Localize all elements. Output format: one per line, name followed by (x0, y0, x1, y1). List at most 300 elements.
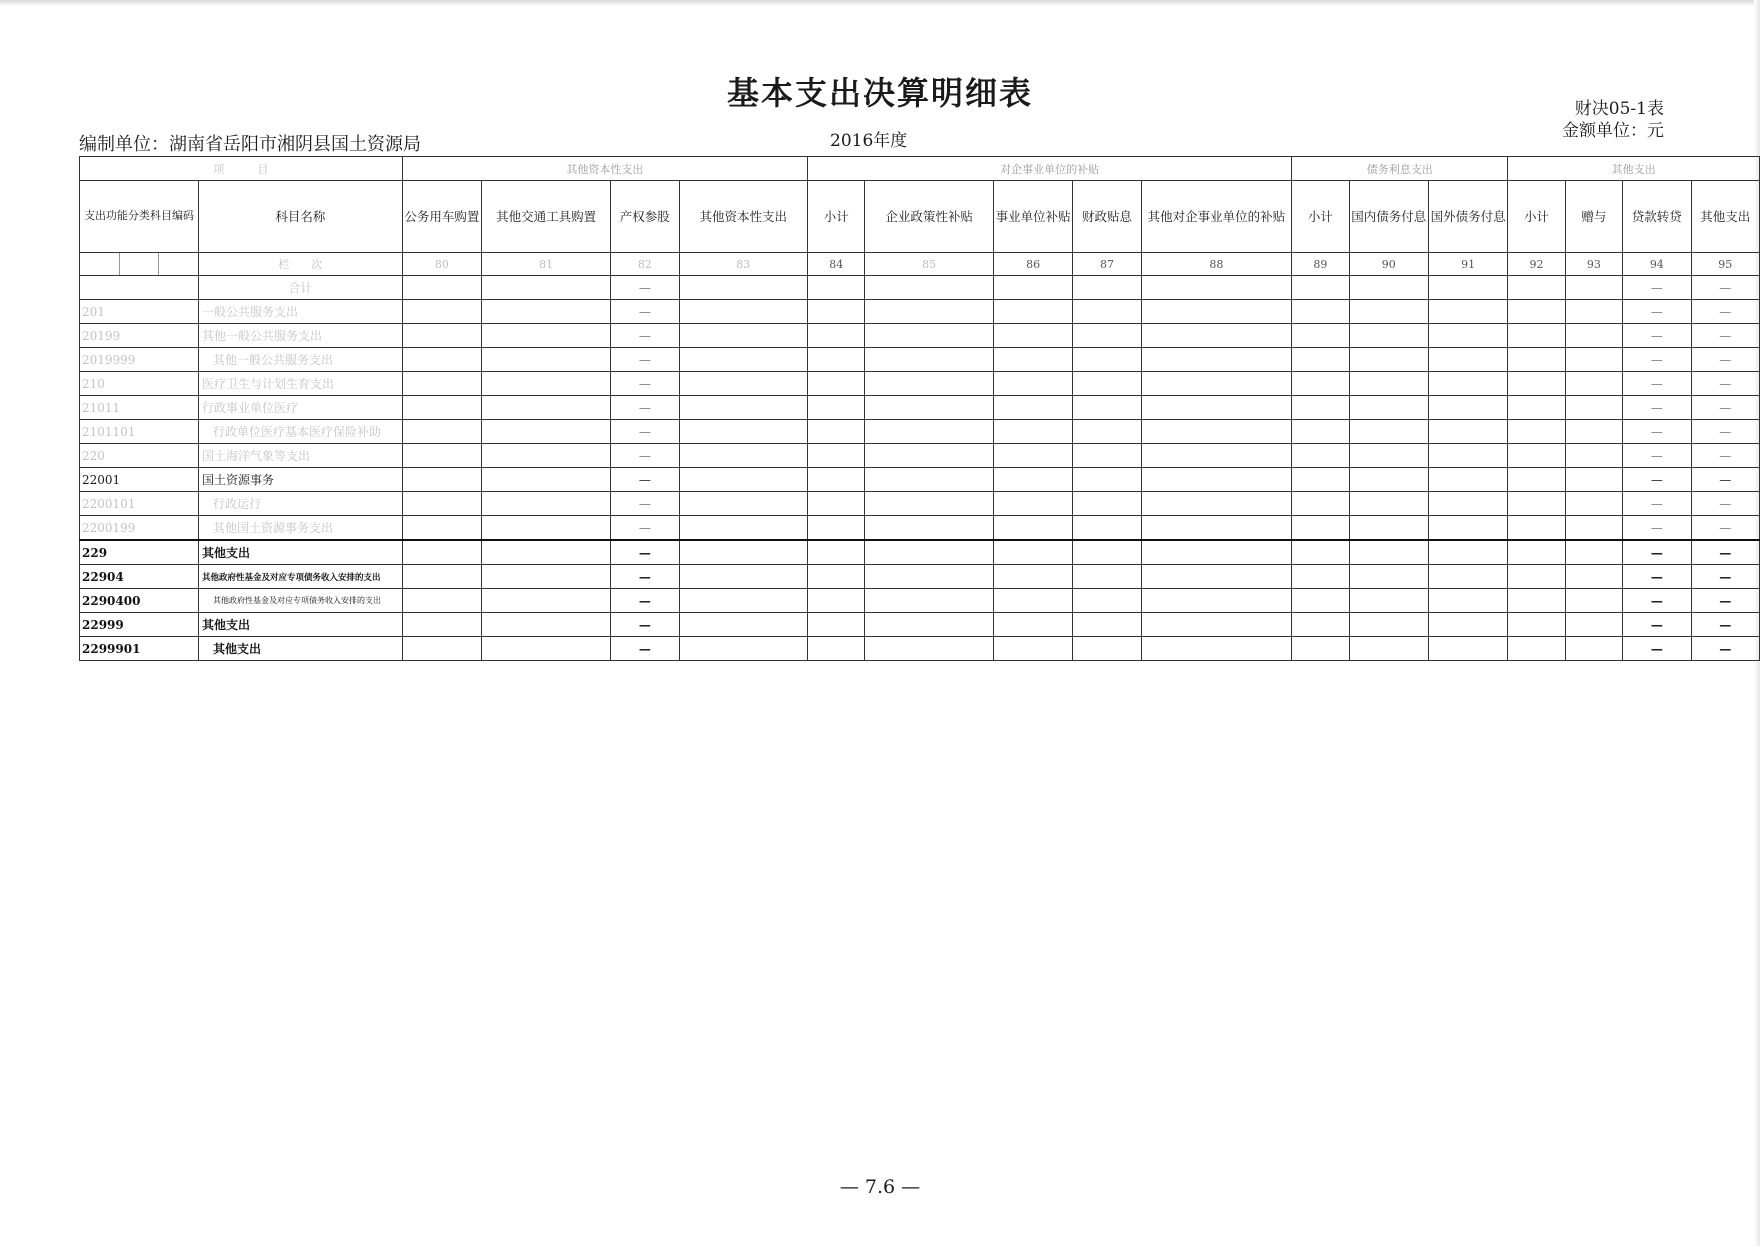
amount-cell (482, 637, 611, 661)
amount-cell (482, 324, 611, 348)
table-row (80, 276, 1760, 300)
amount-cell (993, 324, 1072, 348)
col-number: 95 (1691, 253, 1760, 276)
amount-cell (808, 300, 865, 324)
amount-cell (865, 372, 994, 396)
amount-cell (993, 565, 1072, 589)
group-item: 项 目 (80, 157, 403, 181)
amount-cell (1349, 468, 1428, 492)
amount-cell (679, 613, 808, 637)
amount-cell (679, 565, 808, 589)
amount-cell (993, 589, 1072, 613)
dash-cell: — (611, 492, 679, 516)
fiscal-year: 2016年度 (830, 131, 908, 151)
row-name: 行政事业单位医疗 (199, 396, 403, 420)
amount-cell (1349, 589, 1428, 613)
amount-cell (1292, 420, 1349, 444)
amount-cell (679, 637, 808, 661)
amount-cell (482, 540, 611, 565)
amount-cell (808, 420, 865, 444)
amount-cell (679, 589, 808, 613)
table-row (80, 372, 1760, 396)
amount-cell (1073, 565, 1141, 589)
dash-cell: — (1691, 637, 1760, 661)
amount-cell (865, 420, 994, 444)
amount-cell (402, 300, 481, 324)
amount-cell (482, 420, 611, 444)
amount-cell (1428, 276, 1507, 300)
row-code: 21011 (80, 396, 199, 420)
row-code: 229 (80, 540, 199, 565)
amount-cell (1292, 565, 1349, 589)
amount-cell (1428, 540, 1507, 565)
col-header: 其他资本性支出 (679, 181, 808, 253)
amount-cell (679, 324, 808, 348)
col-header: 国外债务付息 (1428, 181, 1507, 253)
amount-cell (1349, 348, 1428, 372)
amount-cell (679, 492, 808, 516)
amount-cell (1292, 276, 1349, 300)
amount-cell (808, 516, 865, 541)
dash-cell: — (611, 300, 679, 324)
col-header: 公务用车购置 (402, 181, 481, 253)
dash-cell: — (1691, 324, 1760, 348)
row-code: 2290400 (80, 589, 199, 613)
dash-cell: — (1623, 444, 1691, 468)
dash-cell: — (1691, 276, 1760, 300)
row-name: 合计 (199, 276, 403, 300)
amount-cell (1073, 613, 1141, 637)
amount-cell (402, 324, 481, 348)
table-row (80, 420, 1760, 444)
amount-cell (402, 492, 481, 516)
dash-cell: — (1623, 516, 1691, 541)
dash-cell: — (1623, 348, 1691, 372)
amount-cell (1428, 589, 1507, 613)
amount-cell (865, 540, 994, 565)
amount-cell (1428, 372, 1507, 396)
col-number: 90 (1349, 253, 1428, 276)
dash-cell: — (1623, 589, 1691, 613)
dash-cell: — (1623, 565, 1691, 589)
amount-cell (679, 348, 808, 372)
amount-cell (1292, 396, 1349, 420)
amount-cell (482, 444, 611, 468)
col-header: 财政贴息 (1073, 181, 1141, 253)
amount-cell (1508, 444, 1565, 468)
amount-cell (482, 300, 611, 324)
amount-cell (865, 613, 994, 637)
col-header: 小计 (1292, 181, 1349, 253)
col-header: 小计 (1508, 181, 1565, 253)
dash-cell: — (611, 324, 679, 348)
amount-cell (1565, 516, 1622, 541)
amount-cell (1141, 516, 1292, 541)
dash-cell: — (611, 420, 679, 444)
col-number: 82 (611, 253, 679, 276)
amount-cell (1565, 276, 1622, 300)
amount-cell (1428, 420, 1507, 444)
amount-cell (808, 613, 865, 637)
col-header: 小计 (808, 181, 865, 253)
amount-cell (1349, 540, 1428, 565)
col-number: 91 (1428, 253, 1507, 276)
amount-unit: 金额单位：元 (1562, 121, 1664, 141)
amount-cell (865, 637, 994, 661)
table-row (80, 589, 1760, 613)
amount-cell (1349, 613, 1428, 637)
amount-cell (1428, 613, 1507, 637)
amount-cell (993, 372, 1072, 396)
amount-cell (482, 516, 611, 541)
table-row (80, 324, 1760, 348)
amount-cell (1349, 300, 1428, 324)
amount-cell (808, 372, 865, 396)
amount-cell (993, 348, 1072, 372)
amount-cell (808, 348, 865, 372)
amount-cell (679, 276, 808, 300)
amount-cell (865, 492, 994, 516)
row-code (80, 276, 199, 300)
row-code: 2200199 (80, 516, 199, 541)
amount-cell (402, 420, 481, 444)
table-row (80, 565, 1760, 589)
amount-cell (482, 348, 611, 372)
dash-cell: — (1623, 540, 1691, 565)
amount-cell (865, 324, 994, 348)
amount-cell (1292, 444, 1349, 468)
amount-cell (993, 468, 1072, 492)
amount-cell (1428, 324, 1507, 348)
dash-cell: — (1691, 565, 1760, 589)
amount-cell (1428, 396, 1507, 420)
col-number: 89 (1292, 253, 1349, 276)
amount-cell (1073, 276, 1141, 300)
row-code: 22001 (80, 468, 199, 492)
group-other-capital: 其他资本性支出 (402, 157, 807, 181)
amount-cell (808, 324, 865, 348)
row-code: 2019999 (80, 348, 199, 372)
amount-cell (1508, 516, 1565, 541)
col-number: 81 (482, 253, 611, 276)
amount-cell (1428, 565, 1507, 589)
scan-edge (0, 0, 1760, 6)
row-code: 22999 (80, 613, 199, 637)
amount-cell (482, 468, 611, 492)
amount-cell (993, 300, 1072, 324)
amount-cell (679, 540, 808, 565)
dash-cell: — (1623, 492, 1691, 516)
col-number: 84 (808, 253, 865, 276)
amount-cell (1508, 372, 1565, 396)
table-row (80, 444, 1760, 468)
table-row (80, 300, 1760, 324)
amount-cell (993, 396, 1072, 420)
amount-cell (1565, 372, 1622, 396)
amount-cell (402, 516, 481, 541)
amount-cell (993, 276, 1072, 300)
amount-cell (1565, 444, 1622, 468)
row-name: 国土资源事务 (199, 468, 403, 492)
amount-cell (1349, 565, 1428, 589)
amount-cell (1428, 444, 1507, 468)
amount-cell (865, 516, 994, 541)
amount-cell (808, 276, 865, 300)
row-name: 医疗卫生与计划生育支出 (199, 372, 403, 396)
amount-cell (993, 516, 1072, 541)
amount-cell (482, 613, 611, 637)
row-name: 其他支出 (199, 637, 403, 661)
amount-cell (1141, 637, 1292, 661)
row-name: 行政单位医疗基本医疗保险补助 (199, 420, 403, 444)
amount-cell (865, 396, 994, 420)
column-number-row (80, 253, 1760, 276)
col-header: 事业单位补贴 (993, 181, 1072, 253)
amount-cell (402, 637, 481, 661)
amount-cell (1073, 348, 1141, 372)
col-header-code: 支出功能分类科目编码 (80, 181, 199, 253)
col-number-label: 栏 次 (199, 253, 403, 276)
amount-cell (808, 540, 865, 565)
row-name: 其他支出 (199, 613, 403, 637)
col-header-name: 科目名称 (199, 181, 403, 253)
row-name: 其他政府性基金及对应专项债务收入安排的支出 (199, 565, 403, 589)
amount-cell (1349, 420, 1428, 444)
col-number: 93 (1565, 253, 1622, 276)
col-header: 产权参股 (611, 181, 679, 253)
amount-cell (1565, 468, 1622, 492)
amount-cell (1141, 348, 1292, 372)
amount-cell (402, 372, 481, 396)
column-header-row (80, 181, 1760, 253)
form-code: 财决05-1表 (1574, 99, 1664, 119)
amount-cell (1508, 589, 1565, 613)
amount-cell (1073, 324, 1141, 348)
amount-cell (1428, 468, 1507, 492)
amount-cell (1073, 637, 1141, 661)
dash-cell: — (1691, 468, 1760, 492)
amount-cell (1292, 637, 1349, 661)
amount-cell (1349, 396, 1428, 420)
row-name: 行政运行 (199, 492, 403, 516)
table-row (80, 396, 1760, 420)
col-number: 80 (402, 253, 481, 276)
amount-cell (1141, 324, 1292, 348)
dash-cell: — (611, 396, 679, 420)
row-name: 国土海洋气象等支出 (199, 444, 403, 468)
dash-cell: — (1623, 613, 1691, 637)
amount-cell (865, 565, 994, 589)
dash-cell: — (1623, 300, 1691, 324)
col-number: 92 (1508, 253, 1565, 276)
table-row (80, 637, 1760, 661)
amount-cell (679, 516, 808, 541)
col-header: 其他支出 (1691, 181, 1760, 253)
col-number: 94 (1623, 253, 1691, 276)
amount-cell (1349, 516, 1428, 541)
amount-cell (1073, 444, 1141, 468)
col-number: 86 (993, 253, 1072, 276)
dash-cell: — (1691, 589, 1760, 613)
amount-cell (1508, 396, 1565, 420)
amount-cell (1292, 540, 1349, 565)
col-header: 赠与 (1565, 181, 1622, 253)
group-subsidy: 对企事业单位的补贴 (808, 157, 1292, 181)
amount-cell (679, 300, 808, 324)
amount-cell (808, 396, 865, 420)
amount-cell (1508, 468, 1565, 492)
amount-cell (865, 589, 994, 613)
amount-cell (993, 637, 1072, 661)
amount-cell (482, 276, 611, 300)
amount-cell (1508, 540, 1565, 565)
amount-cell (808, 492, 865, 516)
amount-cell (1073, 589, 1141, 613)
col-header: 其他交通工具购置 (482, 181, 611, 253)
dash-cell: — (1623, 372, 1691, 396)
amount-cell (1141, 300, 1292, 324)
amount-cell (482, 396, 611, 420)
table-body (80, 276, 1760, 661)
row-code: 20199 (80, 324, 199, 348)
row-name: 其他政府性基金及对应专项债务收入安排的支出 (199, 589, 403, 613)
row-code: 2200101 (80, 492, 199, 516)
dash-cell: — (1623, 324, 1691, 348)
amount-cell (1508, 348, 1565, 372)
amount-cell (1073, 492, 1141, 516)
amount-cell (1141, 540, 1292, 565)
col-number: 85 (865, 253, 994, 276)
group-debt-interest: 债务利息支出 (1292, 157, 1508, 181)
amount-cell (808, 565, 865, 589)
table-row (80, 348, 1760, 372)
dash-cell: — (1623, 396, 1691, 420)
amount-cell (402, 565, 481, 589)
row-code: 201 (80, 300, 199, 324)
amount-cell (1349, 372, 1428, 396)
dash-cell: — (611, 540, 679, 565)
amount-cell (1141, 565, 1292, 589)
amount-cell (1073, 516, 1141, 541)
dash-cell: — (1623, 637, 1691, 661)
row-code: 220 (80, 444, 199, 468)
dash-cell: — (1623, 276, 1691, 300)
amount-cell (1565, 324, 1622, 348)
amount-cell (1292, 613, 1349, 637)
amount-cell (1508, 492, 1565, 516)
amount-cell (1349, 324, 1428, 348)
row-code: 2101101 (80, 420, 199, 444)
amount-cell (1141, 589, 1292, 613)
row-code: 2299901 (80, 637, 199, 661)
amount-cell (1141, 492, 1292, 516)
dash-cell: — (1691, 420, 1760, 444)
amount-cell (1292, 492, 1349, 516)
dash-cell: — (611, 444, 679, 468)
amount-cell (1073, 420, 1141, 444)
amount-cell (1508, 420, 1565, 444)
amount-cell (1349, 276, 1428, 300)
amount-cell (1508, 300, 1565, 324)
amount-cell (1565, 420, 1622, 444)
amount-cell (1073, 372, 1141, 396)
amount-cell (1292, 516, 1349, 541)
amount-cell (1292, 300, 1349, 324)
amount-cell (1292, 372, 1349, 396)
row-name: 其他支出 (199, 540, 403, 565)
amount-cell (482, 589, 611, 613)
amount-cell (1428, 300, 1507, 324)
amount-cell (1565, 589, 1622, 613)
amount-cell (1565, 348, 1622, 372)
amount-cell (402, 348, 481, 372)
amount-cell (1565, 637, 1622, 661)
amount-cell (402, 276, 481, 300)
amount-cell (1428, 637, 1507, 661)
col-header: 贷款转贷 (1623, 181, 1691, 253)
amount-cell (808, 637, 865, 661)
amount-cell (482, 372, 611, 396)
amount-cell (402, 468, 481, 492)
amount-cell (865, 276, 994, 300)
dash-cell: — (611, 637, 679, 661)
dash-cell: — (1623, 420, 1691, 444)
amount-cell (1073, 468, 1141, 492)
row-name: 其他一般公共服务支出 (199, 324, 403, 348)
dash-cell: — (1691, 492, 1760, 516)
amount-cell (1565, 565, 1622, 589)
amount-cell (482, 492, 611, 516)
amount-cell (402, 540, 481, 565)
amount-cell (1141, 468, 1292, 492)
amount-cell (808, 589, 865, 613)
amount-cell (679, 444, 808, 468)
amount-cell (865, 468, 994, 492)
amount-cell (402, 396, 481, 420)
amount-cell (1141, 444, 1292, 468)
dash-cell: — (1691, 300, 1760, 324)
amount-cell (679, 372, 808, 396)
amount-cell (1508, 613, 1565, 637)
amount-cell (865, 444, 994, 468)
dash-cell: — (1691, 444, 1760, 468)
expenditure-table (79, 156, 1760, 661)
row-code: 22904 (80, 565, 199, 589)
dash-cell: — (611, 276, 679, 300)
col-header: 企业政策性补贴 (865, 181, 994, 253)
dash-cell: — (611, 468, 679, 492)
amount-cell (1565, 300, 1622, 324)
dash-cell: — (1691, 372, 1760, 396)
amount-cell (482, 565, 611, 589)
amount-cell (402, 589, 481, 613)
row-name: 其他国土资源事务支出 (199, 516, 403, 541)
page-title: 基本支出决算明细表 (726, 74, 1033, 112)
amount-cell (1073, 540, 1141, 565)
amount-cell (1508, 324, 1565, 348)
row-name: 一般公共服务支出 (199, 300, 403, 324)
amount-cell (1141, 396, 1292, 420)
table-row (80, 516, 1760, 541)
dash-cell: — (611, 613, 679, 637)
amount-cell (1141, 613, 1292, 637)
amount-cell (993, 540, 1072, 565)
amount-cell (1073, 396, 1141, 420)
dash-cell: — (1691, 348, 1760, 372)
col-number: 87 (1073, 253, 1141, 276)
amount-cell (865, 348, 994, 372)
amount-cell (1428, 348, 1507, 372)
